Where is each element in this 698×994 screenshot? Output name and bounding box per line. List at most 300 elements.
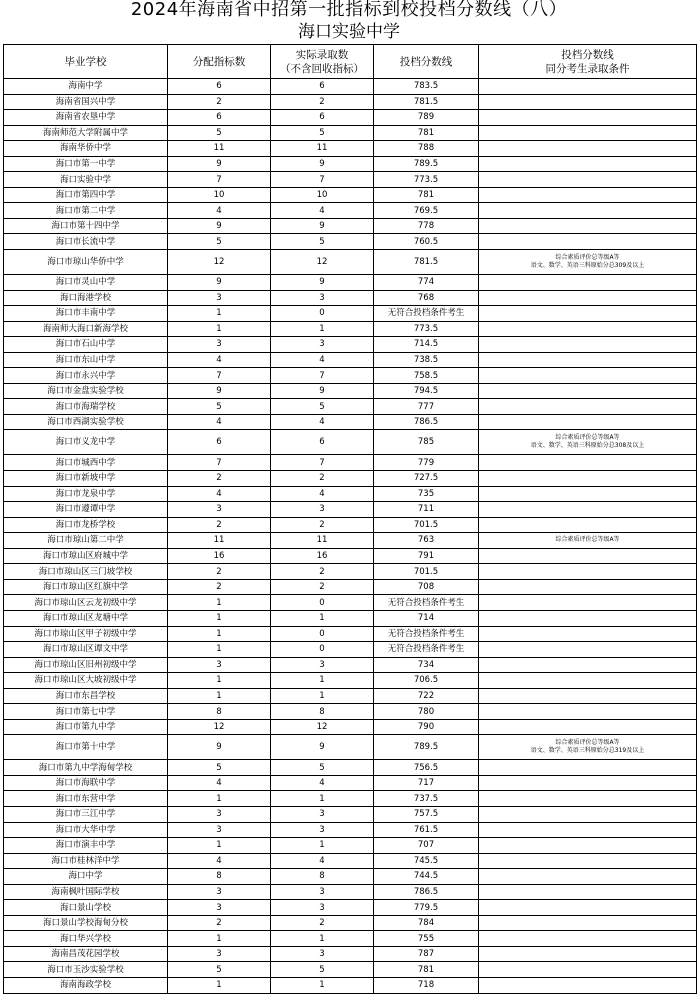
cell-score: 789	[374, 110, 479, 126]
cell-school: 海口市第二中学	[4, 203, 168, 219]
header-school: 毕业学校	[4, 45, 168, 79]
cell-score: 760.5	[374, 234, 479, 250]
table-row	[4, 626, 697, 642]
cell-admitted: 3	[271, 806, 374, 822]
cell-condition	[479, 915, 697, 931]
table-row	[4, 533, 697, 549]
cell-admitted: 12	[271, 719, 374, 735]
table-row	[4, 915, 697, 931]
cell-condition	[479, 455, 697, 471]
cell-condition	[479, 931, 697, 947]
cell-school: 海口市丰南中学	[4, 306, 168, 322]
cell-school: 海口市第四中学	[4, 187, 168, 203]
cell-condition	[479, 595, 697, 611]
cell-condition	[479, 141, 697, 157]
cell-quota: 4	[168, 853, 271, 869]
cell-school: 海口市龙桥学校	[4, 517, 168, 533]
cell-admitted: 1	[271, 931, 374, 947]
cell-score: 738.5	[374, 352, 479, 368]
cell-score: 781	[374, 187, 479, 203]
cell-condition	[479, 564, 697, 580]
cell-score: 701.5	[374, 564, 479, 580]
cell-condition	[479, 853, 697, 869]
table-row	[4, 110, 697, 126]
cell-score: 781	[374, 962, 479, 978]
cell-quota: 4	[168, 352, 271, 368]
cell-condition	[479, 250, 697, 275]
cell-condition	[479, 187, 697, 203]
cell-score: 789.5	[374, 735, 479, 760]
cell-score: 745.5	[374, 853, 479, 869]
cell-quota: 2	[168, 471, 271, 487]
cell-school: 海口市演丰中学	[4, 838, 168, 854]
cell-score: 789.5	[374, 156, 479, 172]
cell-school: 海口市琼山区云龙初级中学	[4, 595, 168, 611]
cell-score: 786.5	[374, 414, 479, 430]
cell-score: 788	[374, 141, 479, 157]
cell-quota: 1	[168, 673, 271, 689]
cell-score: 790	[374, 719, 479, 735]
cell-condition	[479, 688, 697, 704]
table-row	[4, 337, 697, 353]
cell-school: 海口市琼山区三门坡学校	[4, 564, 168, 580]
cell-condition	[479, 290, 697, 306]
cell-school: 海南中学	[4, 79, 168, 95]
cell-score: 780	[374, 704, 479, 720]
cell-quota: 3	[168, 822, 271, 838]
cell-score: 757.5	[374, 806, 479, 822]
cell-admitted: 9	[271, 156, 374, 172]
cell-quota: 7	[168, 455, 271, 471]
cell-score: 785	[374, 430, 479, 455]
table-row	[4, 657, 697, 673]
table-row	[4, 884, 697, 900]
cell-condition	[479, 838, 697, 854]
cell-school: 海口市遵谭中学	[4, 502, 168, 518]
cell-condition	[479, 657, 697, 673]
cell-admitted: 7	[271, 172, 374, 188]
table-row	[4, 368, 697, 384]
cell-admitted: 2	[271, 471, 374, 487]
cell-condition	[479, 946, 697, 962]
cell-admitted: 1	[271, 610, 374, 626]
cell-quota: 1	[168, 595, 271, 611]
cell-score: 735	[374, 486, 479, 502]
cell-quota: 3	[168, 657, 271, 673]
table-row	[4, 414, 697, 430]
table-row	[4, 791, 697, 807]
cell-condition	[479, 502, 697, 518]
cell-admitted: 6	[271, 110, 374, 126]
table-row	[4, 125, 697, 141]
cell-quota: 6	[168, 430, 271, 455]
cell-admitted: 8	[271, 704, 374, 720]
table-row	[4, 172, 697, 188]
cell-admitted: 4	[271, 853, 374, 869]
cell-school: 海南昌茂花园学校	[4, 946, 168, 962]
table-row	[4, 595, 697, 611]
cell-school: 海南省国兴中学	[4, 94, 168, 110]
cell-admitted: 2	[271, 915, 374, 931]
cell-quota: 1	[168, 610, 271, 626]
cell-admitted: 1	[271, 838, 374, 854]
cell-score: 779.5	[374, 900, 479, 916]
table-row	[4, 471, 697, 487]
cell-quota: 3	[168, 806, 271, 822]
cell-condition	[479, 471, 697, 487]
table-row	[4, 486, 697, 502]
cell-score: 774	[374, 275, 479, 291]
cell-quota: 8	[168, 869, 271, 885]
cell-score: 711	[374, 502, 479, 518]
cell-school: 海口市东山中学	[4, 352, 168, 368]
cell-condition	[479, 399, 697, 415]
cell-admitted: 2	[271, 517, 374, 533]
cell-quota: 5	[168, 125, 271, 141]
cell-condition	[479, 626, 697, 642]
cell-condition	[479, 719, 697, 735]
table-row	[4, 946, 697, 962]
table-row	[4, 760, 697, 776]
cell-admitted: 0	[271, 642, 374, 658]
cell-quota: 1	[168, 321, 271, 337]
condition-line: 综合素质评价总等级A等	[555, 434, 620, 442]
cell-quota: 1	[168, 626, 271, 642]
cell-admitted: 1	[271, 791, 374, 807]
cell-condition	[479, 414, 697, 430]
cell-admitted: 9	[271, 218, 374, 234]
header-admitted-line1: 实际录取数	[295, 48, 349, 61]
cell-school: 海口市西湖实验学校	[4, 414, 168, 430]
cell-quota: 3	[168, 946, 271, 962]
table-row	[4, 321, 697, 337]
cell-quota: 1	[168, 931, 271, 947]
cell-school: 海口市义龙中学	[4, 430, 168, 455]
cell-quota: 1	[168, 642, 271, 658]
cell-quota: 9	[168, 275, 271, 291]
condition-line: 综合素质评价总等级A等	[555, 739, 620, 747]
cell-admitted: 5	[271, 234, 374, 250]
cell-condition	[479, 125, 697, 141]
cell-school: 海口市琼山区大坡初级中学	[4, 673, 168, 689]
condition-line: 语文、数学、英语三科原始分总319及以上	[530, 747, 645, 755]
cell-school: 海口实验中学	[4, 172, 168, 188]
cell-quota: 5	[168, 234, 271, 250]
cell-score: 778	[374, 218, 479, 234]
cell-admitted: 9	[271, 275, 374, 291]
cell-admitted: 10	[271, 187, 374, 203]
cell-quota: 1	[168, 838, 271, 854]
table-row	[4, 234, 697, 250]
cell-score: 707	[374, 838, 479, 854]
cell-admitted: 0	[271, 595, 374, 611]
cell-quota: 4	[168, 775, 271, 791]
cell-score: 744.5	[374, 869, 479, 885]
cell-score: 714.5	[374, 337, 479, 353]
cell-score: 701.5	[374, 517, 479, 533]
cell-score: 781.5	[374, 250, 479, 275]
header-score: 投档分数线	[374, 45, 479, 79]
table-row	[4, 962, 697, 978]
cell-school: 海口市桂林洋中学	[4, 853, 168, 869]
cell-condition	[479, 337, 697, 353]
cell-admitted: 4	[271, 352, 374, 368]
cell-quota: 1	[168, 977, 271, 993]
cell-admitted: 2	[271, 94, 374, 110]
page-subtitle: 海口实验中学	[298, 22, 400, 42]
cell-admitted: 4	[271, 414, 374, 430]
table-row	[4, 900, 697, 916]
cell-school: 海南师范大学附属中学	[4, 125, 168, 141]
table-row	[4, 806, 697, 822]
cell-condition	[479, 533, 697, 549]
cell-quota: 5	[168, 399, 271, 415]
cell-admitted: 3	[271, 657, 374, 673]
cell-admitted: 2	[271, 579, 374, 595]
table-row	[4, 455, 697, 471]
table-row	[4, 79, 697, 95]
cell-condition	[479, 275, 697, 291]
cell-admitted: 5	[271, 962, 374, 978]
cell-admitted: 3	[271, 822, 374, 838]
cell-condition	[479, 218, 697, 234]
cell-condition	[479, 203, 697, 219]
cell-admitted: 1	[271, 673, 374, 689]
table-row	[4, 517, 697, 533]
cell-school: 海南师大海口新海学校	[4, 321, 168, 337]
table-row	[4, 579, 697, 595]
cell-score: 708	[374, 579, 479, 595]
cell-school: 海口市琼山区府城中学	[4, 548, 168, 564]
header-admitted	[271, 45, 374, 79]
cell-admitted: 9	[271, 383, 374, 399]
cell-quota: 3	[168, 900, 271, 916]
cell-admitted: 7	[271, 455, 374, 471]
condition-line: 语文、数学、英语三科原始分总308及以上	[530, 442, 645, 450]
cell-school: 海口市琼山第二中学	[4, 533, 168, 549]
cell-score: 773.5	[374, 172, 479, 188]
cell-score: 773.5	[374, 321, 479, 337]
cell-score: 714	[374, 610, 479, 626]
header-condition-line2: 同分考生录取条件	[545, 62, 630, 75]
cell-condition	[479, 579, 697, 595]
cell-score: 无符合投档条件考生	[374, 642, 479, 658]
cell-admitted: 3	[271, 502, 374, 518]
cell-school: 海口市第七中学	[4, 704, 168, 720]
cell-admitted: 3	[271, 900, 374, 916]
cell-school: 海口市琼山区龙塘中学	[4, 610, 168, 626]
table-row	[4, 838, 697, 854]
cell-condition	[479, 642, 697, 658]
cell-school: 海口华兴学校	[4, 931, 168, 947]
cell-condition	[479, 110, 697, 126]
cell-school: 海口市三江中学	[4, 806, 168, 822]
cell-condition	[479, 806, 697, 822]
cell-quota: 1	[168, 306, 271, 322]
cell-condition	[479, 673, 697, 689]
cell-quota: 11	[168, 141, 271, 157]
cell-condition	[479, 735, 697, 760]
cell-quota: 6	[168, 79, 271, 95]
table-row	[4, 94, 697, 110]
table-row	[4, 853, 697, 869]
cell-admitted: 3	[271, 946, 374, 962]
cell-condition	[479, 869, 697, 885]
table-row	[4, 735, 697, 760]
table-row	[4, 822, 697, 838]
cell-score: 794.5	[374, 383, 479, 399]
cell-score: 777	[374, 399, 479, 415]
cell-condition	[479, 368, 697, 384]
cell-quota: 10	[168, 187, 271, 203]
cell-quota: 3	[168, 502, 271, 518]
table-row	[4, 156, 697, 172]
cell-admitted: 5	[271, 399, 374, 415]
cell-school: 海口市琼山区谭文中学	[4, 642, 168, 658]
cell-quota: 4	[168, 486, 271, 502]
cell-quota: 8	[168, 704, 271, 720]
cell-school: 海口市琼山区红旗中学	[4, 579, 168, 595]
cell-score: 无符合投档条件考生	[374, 306, 479, 322]
cell-score: 763	[374, 533, 479, 549]
cell-quota: 2	[168, 517, 271, 533]
table-body	[4, 79, 697, 994]
cell-school: 海南海政学校	[4, 977, 168, 993]
cell-quota: 16	[168, 548, 271, 564]
cell-school: 海南枫叶国际学校	[4, 884, 168, 900]
cell-school: 海口市长流中学	[4, 234, 168, 250]
cell-quota: 3	[168, 884, 271, 900]
cell-quota: 1	[168, 791, 271, 807]
cell-admitted: 4	[271, 775, 374, 791]
table-row	[4, 688, 697, 704]
cell-condition	[479, 900, 697, 916]
cell-school: 海口市金盘实验学校	[4, 383, 168, 399]
cell-quota: 9	[168, 383, 271, 399]
cell-score: 779	[374, 455, 479, 471]
table-row	[4, 719, 697, 735]
table-row	[4, 931, 697, 947]
table-row	[4, 306, 697, 322]
table-row	[4, 564, 697, 580]
cell-quota: 2	[168, 915, 271, 931]
cell-condition	[479, 430, 697, 455]
header-quota: 分配指标数	[168, 45, 271, 79]
cell-condition	[479, 79, 697, 95]
page-title: 2024年海南省中招第一批指标到校投档分数线（八）	[130, 0, 568, 20]
cell-score: 787	[374, 946, 479, 962]
table-row	[4, 869, 697, 885]
cell-school: 海口市大华中学	[4, 822, 168, 838]
cell-score: 717	[374, 775, 479, 791]
cell-quota: 4	[168, 203, 271, 219]
table-header-row	[4, 45, 697, 79]
cell-quota: 3	[168, 290, 271, 306]
cell-school: 海口市永兴中学	[4, 368, 168, 384]
cell-school: 海口市琼山区甲子初级中学	[4, 626, 168, 642]
cell-condition	[479, 704, 697, 720]
cell-school: 海口市龙泉中学	[4, 486, 168, 502]
cell-condition	[479, 760, 697, 776]
cell-score: 791	[374, 548, 479, 564]
cell-quota: 2	[168, 579, 271, 595]
cell-quota: 2	[168, 564, 271, 580]
cell-school: 海口市灵山中学	[4, 275, 168, 291]
cell-quota: 4	[168, 414, 271, 430]
table-row	[4, 383, 697, 399]
cell-school: 海口市第一中学	[4, 156, 168, 172]
cell-admitted: 0	[271, 626, 374, 642]
cell-school: 海口市第十中学	[4, 735, 168, 760]
cell-quota: 1	[168, 688, 271, 704]
table-row	[4, 399, 697, 415]
cell-quota: 5	[168, 962, 271, 978]
cell-score: 706.5	[374, 673, 479, 689]
cell-score: 769.5	[374, 203, 479, 219]
cell-condition	[479, 610, 697, 626]
cell-condition	[479, 234, 697, 250]
cell-school: 海口市琼山区旧州初级中学	[4, 657, 168, 673]
table-row	[4, 275, 697, 291]
cell-school: 海口市东营中学	[4, 791, 168, 807]
cell-school: 海口市石山中学	[4, 337, 168, 353]
table-row	[4, 187, 697, 203]
cell-condition	[479, 791, 697, 807]
cell-score: 786.5	[374, 884, 479, 900]
cell-school: 海口市第十四中学	[4, 218, 168, 234]
cell-admitted: 8	[271, 869, 374, 885]
cell-quota: 9	[168, 218, 271, 234]
cell-score: 784	[374, 915, 479, 931]
cell-score: 783.5	[374, 79, 479, 95]
cell-admitted: 5	[271, 125, 374, 141]
cell-condition	[479, 352, 697, 368]
table-row	[4, 218, 697, 234]
cell-school: 海南省农垦中学	[4, 110, 168, 126]
cell-score: 781.5	[374, 94, 479, 110]
cell-admitted: 0	[271, 306, 374, 322]
condition-line: 综合素质评价总等级A等	[555, 254, 620, 262]
cell-admitted: 11	[271, 141, 374, 157]
cell-condition	[479, 822, 697, 838]
cell-school: 海口景山学校海甸分校	[4, 915, 168, 931]
cell-condition	[479, 486, 697, 502]
cell-score: 761.5	[374, 822, 479, 838]
cell-score: 无符合投档条件考生	[374, 595, 479, 611]
cell-score: 755	[374, 931, 479, 947]
cell-condition	[479, 321, 697, 337]
cell-quota: 3	[168, 337, 271, 353]
cell-admitted: 9	[271, 735, 374, 760]
cell-quota: 7	[168, 368, 271, 384]
cell-quota: 6	[168, 110, 271, 126]
cell-admitted: 2	[271, 564, 374, 580]
cell-admitted: 4	[271, 203, 374, 219]
cell-admitted: 3	[271, 337, 374, 353]
cell-admitted: 1	[271, 688, 374, 704]
cell-score: 722	[374, 688, 479, 704]
table-row	[4, 610, 697, 626]
cell-condition	[479, 306, 697, 322]
cell-admitted: 6	[271, 79, 374, 95]
cell-admitted: 16	[271, 548, 374, 564]
cell-condition	[479, 775, 697, 791]
table-row	[4, 673, 697, 689]
cell-condition	[479, 517, 697, 533]
cell-score: 无符合投档条件考生	[374, 626, 479, 642]
cell-condition	[479, 884, 697, 900]
cell-quota: 9	[168, 156, 271, 172]
